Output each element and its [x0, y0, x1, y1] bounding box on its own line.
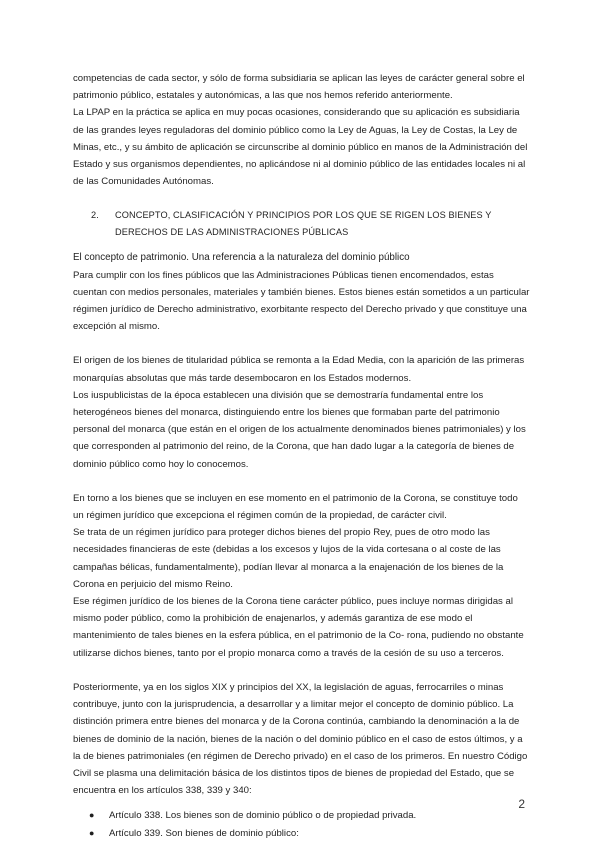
paragraph-3: Los iuspublicistas de la época establecen una división que se demostraría fundamental entre los heterogéneos bienes del monarca, distinguiendo entre los bienes que formaban parte del patrimonio personal del monarca (que están en el origen de los actualmente denominados bienes patrimoniales) y los que corresponden al patrimonio del reino, de la Corona, que han dado lugar a la categoría de bienes de dominio público como hoy lo conocemos. — [73, 389, 526, 470]
section-number: 2. — [91, 210, 99, 221]
paragraph-2: El origen de los bienes de titularidad pública se remonta a la Edad Media, con la aparición de las primeras monarquías absolutas que más tarde desembocaron en los Estados modernos. — [73, 355, 525, 384]
list-item — [73, 807, 530, 824]
section-title: CONCEPTO, CLASIFICACIÓN Y PRINCIPIOS POR LOS QUE SE RIGEN LOS BIENES Y DERECHOS DE LAS ADMINISTRACIONES PÚBLICAS — [115, 210, 492, 238]
paragraph-5: Se trata de un régimen jurídico para proteger dichos bienes del propio Rey, pues de otro modo las necesidades financieras de este (debidas a los excesos y lujos de la vida cortesana o al coste de las campañas bélicas, fundamentalmente), podían llevar al monarca a la enajenación de los bienes de la Corona en perjuicio del mismo Reino. — [73, 527, 504, 590]
bullet-icon: ● — [89, 810, 95, 821]
list-item — [73, 825, 530, 842]
subheading: El concepto de patrimonio. Una referencia a la naturaleza del dominio público — [73, 252, 410, 264]
paragraph-intro-2: La LPAP en la práctica se aplica en muy pocas ocasiones, considerando que su aplicación es subsidiaria de las grandes leyes reguladoras del dominio público como la Ley de Aguas, la Ley de Costas, la Ley de Minas, etc., y su ámbito de aplicación se circunscribe al dominio público en manos de la Administración del Estado y sus organismos dependientes, no aplicándose ni al dominio público de las entidades locales ni al de las Comunidades Autónomas. — [73, 107, 528, 188]
article-list — [73, 807, 530, 841]
page-number: 2 — [518, 797, 525, 811]
page-body — [73, 70, 530, 842]
paragraph-7: Posteriormente, ya en los siglos XIX y principios del XX, la legislación de aguas, ferrocarriles o minas contribuye, junto con la jurisprudencia, a desarrollar y a limitar mejor el concepto de dominio público. La distinción primera entre bienes del monarca y de la Corona continúa, cambiando la denominación a la de bienes de dominio de la nación, bienes de la nación o del dominio público en el caso de estos últimos, y a la de bienes patrimoniales (en régimen de Derecho privado) en el caso de los primeros. En nuestro Código Civil se plasma una delimitación básica de los distintos tipos de bienes de propiedad del Estado, que se encuentra en los artículos 338, 339 y 340: — [73, 681, 528, 797]
list-item-text: Artículo 338. Los bienes son de dominio público o de propiedad privada. — [109, 810, 417, 822]
paragraph-6: Ese régimen jurídico de los bienes de la Corona tiene carácter público, pues incluye normas dirigidas al mismo poder público, como la prohibición de enajenarlos, y además garantiza de ese modo el mantenimiento de tales bienes en la esfera pública, en el patrimonio de la Co- rona, pudiendo no obstante utilizarse dichos bienes, tanto por el propio monarca como a través de la cesión de su uso a terceros. — [73, 596, 524, 659]
paragraph-1: Para cumplir con los fines públicos que las Administraciones Públicas tienen encomendados, estas cuentan con medios personales, materiales y también bienes. Estos bienes están sometidos a un particular régimen jurídico de Derecho administrativo, exorbitante respecto del Derecho privado y que constituye una excepción al mismo. — [73, 269, 530, 333]
bullet-icon: ● — [89, 827, 95, 838]
list-item-text: Artículo 339. Son bienes de dominio público: — [109, 827, 299, 839]
paragraph-4: En torno a los bienes que se incluyen en ese momento en el patrimonio de la Corona, se constituye todo un régimen jurídico que excepciona el régimen común de la propiedad, de carácter civil. — [73, 492, 518, 522]
section-heading — [91, 207, 530, 241]
paragraph-intro-1: competencias de cada sector, y sólo de forma subsidiaria se aplican las leyes de carácter general sobre el patrimonio público, estatales y autonómicas, a las que nos hemos referido anteriormente. — [73, 73, 525, 102]
